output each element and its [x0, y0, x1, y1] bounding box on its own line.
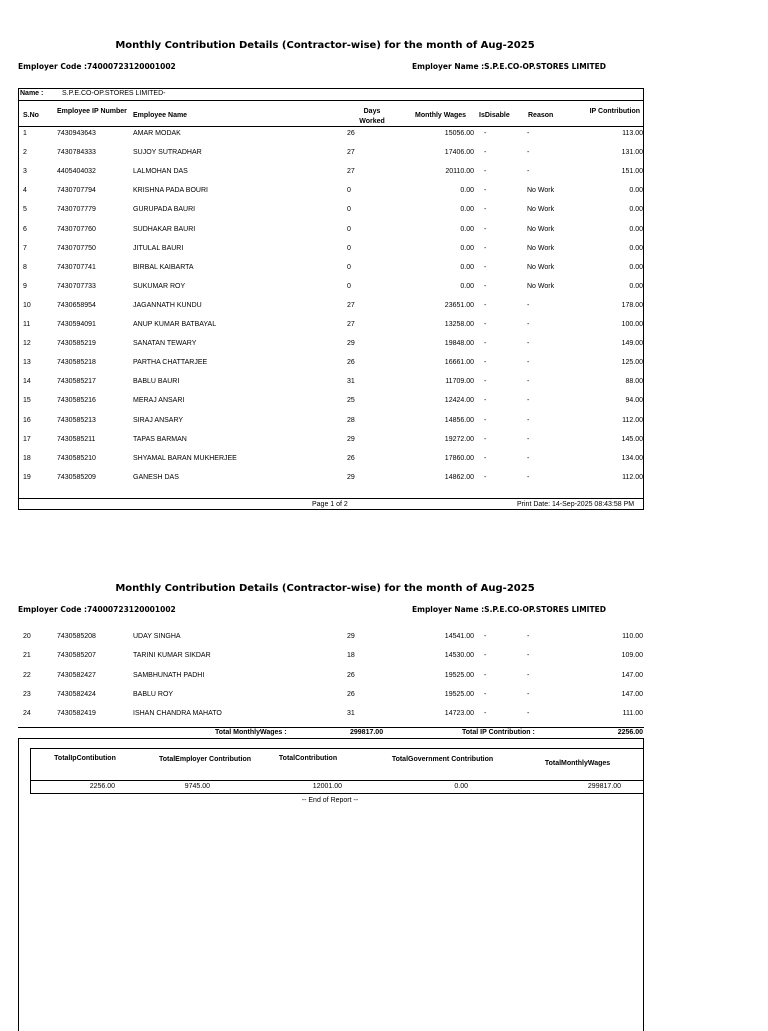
cell-ip-contribution: 0.00 — [629, 187, 643, 195]
cell-ip-contribution: 100.00 — [621, 321, 643, 328]
cell-ip-number: 7430585210 — [57, 454, 96, 462]
col-header-ip-number: Employee IP Number — [57, 108, 127, 115]
cell-employee-name: BABLU BAURI — [133, 378, 180, 386]
cell-ip-contribution: 131.00 — [621, 149, 643, 157]
total-wages-label: Total MonthlyWages : — [215, 729, 287, 736]
cell-monthly-wages: 12424.00 — [444, 397, 474, 405]
summary-header-ip: TotalIpContibution — [54, 755, 116, 762]
cell-days-worked: 0 — [347, 263, 351, 271]
cell-ip-contribution: 0.00 — [629, 244, 643, 252]
cell-ip-number: 4405404032 — [57, 168, 96, 176]
cell-reason: - — [527, 435, 530, 443]
cell-ip-number: 7430585207 — [57, 652, 96, 660]
cell-employee-name: SAMBHUNATH PADHI — [133, 671, 205, 679]
cell-reason: - — [527, 652, 530, 660]
cell-reason: - — [527, 359, 530, 367]
cell-monthly-wages: 14856.00 — [444, 416, 474, 424]
cell-ip-number: 7430707794 — [57, 187, 96, 195]
cell-isdisable: - — [484, 130, 487, 137]
summary-header-monthly-wages: TotalMonthlyWages — [544, 760, 611, 767]
cell-days-worked: 0 — [347, 244, 351, 252]
cell-employee-name: LALMOHAN DAS — [133, 168, 188, 176]
cell-ip-contribution: 151.00 — [621, 168, 643, 176]
cell-ip-contribution: 110.00 — [622, 633, 643, 640]
col-header-days: Days Worked — [359, 108, 385, 125]
cell-sno: 21 — [23, 652, 31, 660]
cell-days-worked: 29 — [347, 633, 355, 640]
cell-ip-number: 7430707750 — [57, 244, 96, 252]
cell-employee-name: TARINI KUMAR SIKDAR — [133, 652, 211, 660]
cell-sno: 14 — [23, 378, 31, 386]
cell-isdisable: - — [484, 206, 487, 214]
cell-isdisable: - — [484, 435, 487, 443]
cell-sno: 22 — [23, 671, 31, 679]
cell-monthly-wages: 0.00 — [460, 225, 474, 233]
cell-employee-name: JAGANNATH KUNDU — [133, 301, 202, 309]
cell-sno: 24 — [23, 710, 31, 718]
col-header-disable: IsDisable — [479, 112, 510, 119]
cell-days-worked: 25 — [347, 397, 355, 405]
cell-employee-name: TAPAS BARMAN — [133, 435, 187, 443]
cell-ip-number: 7430585219 — [57, 340, 96, 348]
cell-monthly-wages: 13258.00 — [444, 321, 474, 328]
cell-sno: 7 — [23, 244, 27, 252]
cell-isdisable: - — [484, 149, 487, 157]
cell-sno: 13 — [23, 359, 31, 367]
cell-reason: - — [527, 130, 530, 137]
cell-reason: - — [527, 690, 530, 698]
cell-sno: 15 — [23, 397, 31, 405]
cell-reason: No Work — [527, 225, 555, 233]
cell-employee-name: JITULAL BAURI — [133, 244, 184, 252]
cell-isdisable: - — [484, 244, 487, 252]
cell-monthly-wages: 20110.00 — [445, 168, 474, 176]
page-number: Page 1 of 2 — [312, 501, 348, 508]
total-wages-value: 299817.00 — [350, 729, 384, 736]
cell-employee-name: GANESH DAS — [133, 473, 179, 481]
cell-reason: No Work — [527, 263, 555, 271]
cell-isdisable: - — [484, 321, 487, 328]
col-header-ip-contribution: IP Contribution — [589, 108, 640, 115]
cell-reason: - — [527, 321, 530, 328]
cell-sno: 2 — [23, 149, 27, 157]
cell-sno: 17 — [23, 435, 31, 443]
cell-employee-name: BABLU ROY — [133, 690, 174, 698]
summary-value-total: 12001.00 — [312, 783, 342, 790]
cell-days-worked: 26 — [347, 690, 355, 698]
cell-employee-name: ANUP KUMAR BATBAYAL — [133, 321, 217, 328]
col-header-reason: Reason — [528, 112, 554, 119]
cell-reason: - — [527, 633, 530, 640]
cell-sno: 23 — [23, 690, 31, 698]
cell-employee-name: SANATAN TEWARY — [133, 340, 197, 348]
cell-isdisable: - — [484, 473, 487, 481]
cell-sno: 3 — [23, 168, 27, 176]
cell-employee-name: ISHAN CHANDRA MAHATO — [133, 710, 222, 718]
summary-value-employer: 9745.00 — [184, 783, 210, 790]
cell-sno: 12 — [23, 340, 31, 348]
cell-reason: - — [527, 397, 530, 405]
cell-sno: 1 — [23, 130, 27, 137]
cell-ip-contribution: 112.00 — [622, 473, 643, 481]
cell-ip-number: 7430582419 — [57, 710, 96, 718]
employer-code-page2: Employer Code :74000723120001002 — [18, 605, 176, 614]
summary-header-total: TotalContribution — [278, 755, 338, 762]
cell-days-worked: 28 — [347, 416, 355, 424]
cell-reason: - — [527, 416, 530, 424]
cell-ip-number: 7430707733 — [57, 282, 96, 290]
cell-ip-number: 7430707779 — [57, 206, 96, 214]
cell-reason: No Work — [527, 206, 555, 214]
cell-isdisable: - — [484, 378, 487, 386]
cell-sno: 10 — [23, 301, 31, 309]
cell-ip-contribution: 134.00 — [621, 454, 643, 462]
col-header-name: Employee Name — [133, 112, 188, 119]
summary-value-government: 0.00 — [454, 783, 468, 790]
cell-reason: No Work — [527, 282, 555, 290]
cell-ip-number: 7430585217 — [57, 378, 96, 386]
cell-monthly-wages: 14541.00 — [444, 633, 474, 640]
cell-reason: - — [527, 710, 530, 718]
cell-ip-contribution: 0.00 — [629, 225, 643, 233]
cell-reason: - — [527, 340, 530, 348]
cell-monthly-wages: 14862.00 — [444, 473, 474, 481]
cell-days-worked: 0 — [347, 225, 351, 233]
cell-sno: 4 — [23, 187, 27, 195]
cell-ip-contribution: 0.00 — [629, 282, 643, 290]
cell-days-worked: 27 — [347, 301, 355, 309]
summary-header-employer: TotalEmployer Contribution — [158, 756, 252, 763]
cell-employee-name: SHYAMAL BARAN MUKHERJEE — [133, 454, 237, 462]
cell-monthly-wages: 0.00 — [460, 206, 474, 214]
cell-isdisable: - — [484, 454, 487, 462]
cell-ip-number: 7430582427 — [57, 671, 96, 679]
cell-days-worked: 18 — [347, 652, 355, 660]
cell-ip-contribution: 125.00 — [621, 359, 643, 367]
cell-ip-number: 7430585211 — [57, 435, 96, 443]
cell-ip-number: 7430585208 — [57, 633, 96, 640]
cell-ip-contribution: 88.00 — [625, 378, 643, 386]
cell-days-worked: 0 — [347, 282, 351, 290]
cell-employee-name: SUJOY SUTRADHAR — [133, 149, 202, 157]
cell-isdisable: - — [484, 652, 487, 660]
col-header-wages: Monthly Wages — [415, 112, 467, 119]
cell-ip-contribution: 149.00 — [621, 340, 643, 348]
cell-monthly-wages: 14723.00 — [444, 710, 474, 718]
cell-isdisable: - — [484, 225, 487, 233]
cell-employee-name: SIRAJ ANSARY — [133, 416, 184, 424]
cell-ip-number: 7430707760 — [57, 225, 96, 233]
cell-days-worked: 29 — [347, 340, 355, 348]
cell-employee-name: KRISHNA PADA BOURI — [133, 187, 208, 195]
cell-ip-contribution: 113.00 — [622, 130, 643, 137]
cell-days-worked: 29 — [347, 435, 355, 443]
cell-ip-number: 7430943643 — [57, 130, 96, 137]
cell-monthly-wages: 15056.00 — [444, 130, 474, 137]
cell-monthly-wages: 0.00 — [460, 282, 474, 290]
cell-days-worked: 26 — [347, 359, 355, 367]
cell-days-worked: 27 — [347, 168, 355, 176]
cell-days-worked: 26 — [347, 130, 355, 137]
cell-isdisable: - — [484, 301, 487, 309]
name-value: S.P.E.CO-OP.STORES LIMITED- — [62, 90, 166, 97]
cell-isdisable: - — [484, 397, 487, 405]
cell-isdisable: - — [484, 690, 487, 698]
cell-days-worked: 29 — [347, 473, 355, 481]
cell-monthly-wages: 0.00 — [460, 244, 474, 252]
cell-monthly-wages: 19525.00 — [444, 671, 474, 679]
cell-sno: 9 — [23, 282, 27, 290]
cell-sno: 18 — [23, 454, 31, 462]
cell-monthly-wages: 16661.00 — [444, 359, 474, 367]
cell-ip-contribution: 0.00 — [629, 206, 643, 214]
cell-employee-name: MERAJ ANSARI — [133, 397, 185, 405]
cell-monthly-wages: 11709.00 — [445, 378, 474, 386]
cell-employee-name: UDAY SINGHA — [133, 633, 181, 640]
cell-sno: 5 — [23, 206, 27, 214]
cell-reason: - — [527, 149, 530, 157]
cell-reason: No Work — [527, 244, 555, 252]
cell-ip-number: 7430582424 — [57, 690, 96, 698]
cell-isdisable: - — [484, 416, 487, 424]
cell-reason: - — [527, 473, 530, 481]
cell-reason: - — [527, 301, 530, 309]
cell-isdisable: - — [484, 710, 487, 718]
cell-monthly-wages: 0.00 — [460, 187, 474, 195]
cell-ip-number: 7430784333 — [57, 149, 96, 157]
cell-days-worked: 27 — [347, 149, 355, 157]
cell-reason: - — [527, 378, 530, 386]
cell-ip-number: 7430585213 — [57, 416, 96, 424]
cell-reason: - — [527, 454, 530, 462]
cell-ip-contribution: 0.00 — [629, 263, 643, 271]
employer-name: Employer Name :S.P.E.CO-OP.STORES LIMITED — [412, 62, 606, 71]
cell-employee-name: PARTHA CHATTARJEE — [133, 359, 208, 367]
cell-ip-contribution: 112.00 — [622, 416, 643, 424]
cell-monthly-wages: 17860.00 — [444, 454, 474, 462]
cell-isdisable: - — [484, 168, 487, 176]
summary-header-government: TotalGovernment Contribution — [391, 756, 494, 763]
cell-isdisable: - — [484, 187, 487, 195]
print-date: Print Date: 14-Sep-2025 08:43:58 PM — [517, 501, 635, 508]
cell-sno: 11 — [23, 321, 31, 328]
cell-days-worked: 27 — [347, 321, 355, 328]
cell-employee-name: SUKUMAR ROY — [133, 282, 186, 290]
cell-employee-name: BIRBAL KAIBARTA — [133, 263, 194, 271]
cell-sno: 19 — [23, 473, 31, 481]
cell-isdisable: - — [484, 282, 487, 290]
cell-days-worked: 0 — [347, 187, 351, 195]
cell-ip-contribution: 109.00 — [621, 652, 643, 660]
total-ip-value: 2256.00 — [617, 729, 643, 736]
cell-ip-number: 7430585218 — [57, 359, 96, 367]
employer-code: Employer Code :74000723120001002 — [18, 62, 176, 71]
report-title: Monthly Contribution Details (Contractor-wise) for the month of Aug-2025 — [115, 40, 535, 51]
cell-sno: 6 — [23, 225, 27, 233]
col-header-sno: S.No — [23, 112, 39, 119]
cell-monthly-wages: 23651.00 — [444, 301, 474, 309]
end-of-report: -- End of Report -- — [301, 797, 359, 804]
cell-days-worked: 0 — [347, 206, 351, 214]
summary-value-ip: 2256.00 — [89, 783, 115, 790]
employer-name-page2: Employer Name :S.P.E.CO-OP.STORES LIMITED — [412, 605, 606, 614]
cell-monthly-wages: 17406.00 — [444, 149, 474, 157]
cell-reason: - — [527, 168, 530, 176]
cell-ip-contribution: 147.00 — [621, 671, 643, 679]
cell-ip-number: 7430707741 — [57, 263, 96, 271]
name-label: Name : — [20, 90, 44, 97]
summary-value-monthly-wages: 299817.00 — [587, 783, 621, 790]
cell-ip-contribution: 178.00 — [621, 301, 643, 309]
cell-monthly-wages: 0.00 — [460, 263, 474, 271]
cell-ip-number: 7430594091 — [57, 321, 96, 328]
cell-ip-contribution: 94.00 — [625, 397, 643, 405]
cell-ip-number: 7430585216 — [57, 397, 96, 405]
cell-isdisable: - — [484, 671, 487, 679]
cell-ip-contribution: 147.00 — [621, 690, 643, 698]
cell-days-worked: 31 — [347, 710, 355, 718]
cell-days-worked: 31 — [347, 378, 355, 386]
report-title-page2: Monthly Contribution Details (Contractor-wise) for the month of Aug-2025 — [115, 583, 535, 594]
cell-ip-contribution: 145.00 — [621, 435, 643, 443]
cell-monthly-wages: 19525.00 — [444, 690, 474, 698]
cell-ip-number: 7430658954 — [57, 301, 96, 309]
cell-monthly-wages: 14530.00 — [444, 652, 474, 660]
cell-days-worked: 26 — [347, 454, 355, 462]
cell-employee-name: GURUPADA BAURI — [133, 206, 196, 214]
cell-monthly-wages: 19272.00 — [444, 435, 474, 443]
cell-isdisable: - — [484, 359, 487, 367]
cell-isdisable: - — [484, 263, 487, 271]
cell-sno: 16 — [23, 416, 31, 424]
cell-monthly-wages: 19848.00 — [444, 340, 474, 348]
cell-reason: - — [527, 671, 530, 679]
cell-ip-contribution: 111.00 — [622, 710, 643, 718]
cell-employee-name: SUDHAKAR BAURI — [133, 225, 196, 233]
cell-reason: No Work — [527, 187, 555, 195]
cell-ip-number: 7430585209 — [57, 473, 96, 481]
cell-employee-name: AMAR MODAK — [133, 130, 181, 137]
cell-isdisable: - — [484, 340, 487, 348]
total-ip-label: Total IP Contribution : — [462, 729, 535, 736]
cell-days-worked: 26 — [347, 671, 355, 679]
cell-sno: 20 — [23, 633, 31, 640]
cell-isdisable: - — [484, 633, 487, 640]
cell-sno: 8 — [23, 263, 27, 271]
